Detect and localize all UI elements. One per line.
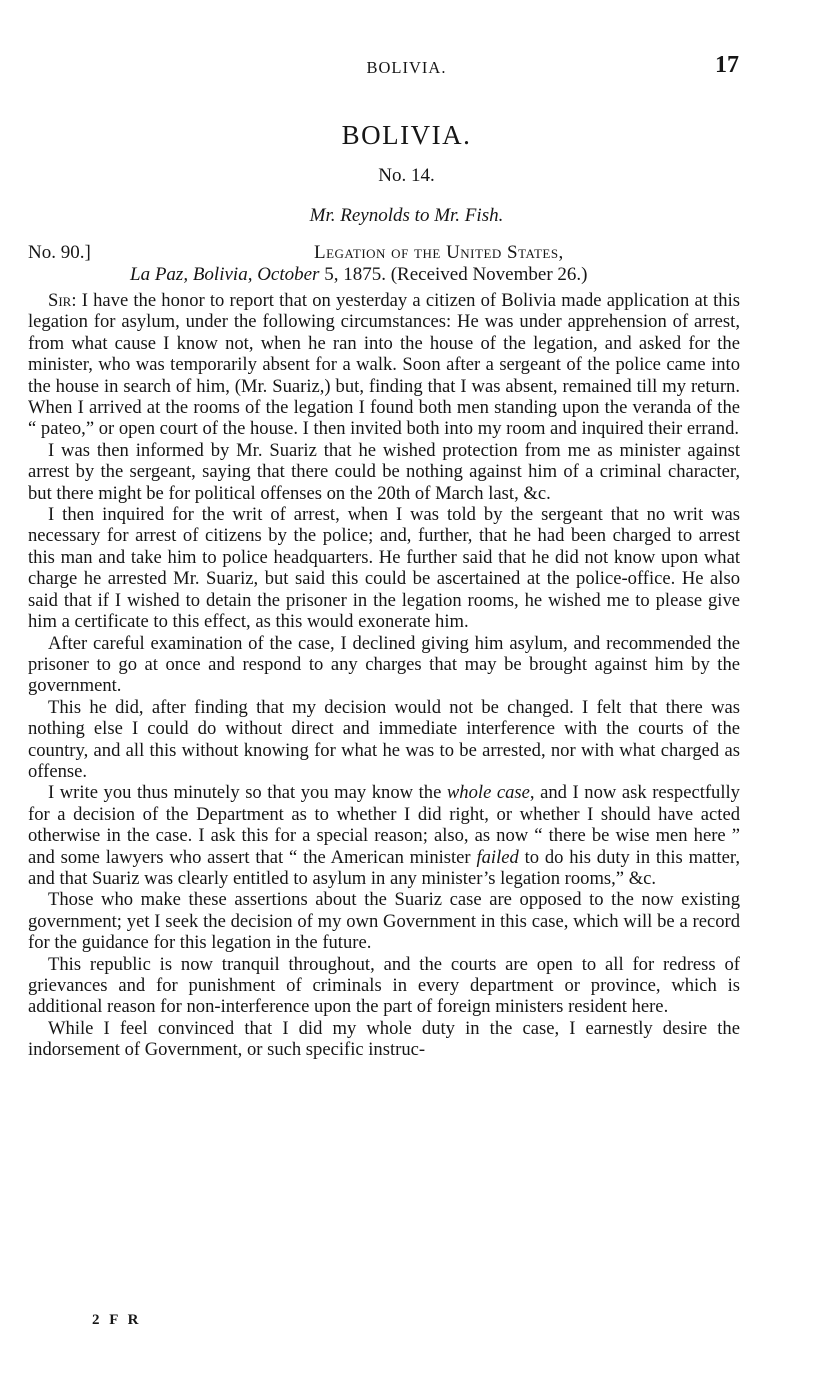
salutation: Sir [48,290,72,311]
dateline [130,264,588,286]
paragraph-6 [28,782,740,889]
legation-name: Legation of the United States, [314,242,564,263]
dateline-date: 5, 1875. [319,264,386,285]
paragraph-4: After careful examination of the case, I declined giving him asylum, and recommended the prisoner to go at once and respond to any charges that may be brought against him by the government. [28,632,740,697]
dateline-received: (Received November 26.) [390,264,588,285]
paragraph-8: This republic is now tranquil throughout, and the courts are open to all for redress of grievances and for punishment of criminals in every department or province, which is additional reason for non-interference upon the part of foreign ministers resident here. [28,953,740,1018]
dispatch-number: No. 90.] [28,242,91,263]
paragraph-7: Those who make these assertions about the Suariz case are opposed to the now existing government; yet I seek the decision of my own Government in this case, which will be a record for the guidance for this legation in the future. [28,889,740,954]
paragraph-6-b: , and I now ask respectfully for a decision of the Department as to whether I did right, or whether I should have acted otherwise in the case. I ask this for a special reason; also, as now “ there be wise men here ” and some lawyers who assert that “ the American minister [28,782,740,868]
paragraph-1-text: : I have the honor to report that on yesterday a citizen of Bolivia made application at this legation for asylum, under the following circumstances: He was under apprehension of arrest, from what cause I know not, when he ran into the house of the legation, and asked for the minister, who was temporarily absent for a walk. Soon after a sergeant of the police came into the house in search of him, (Mr. Suariz,) but, finding that I was absent, remained till my return. When I arrived at the rooms of the legation I found both men standing upon the veranda of the “ pateo,” or open court of the house. I then invited both into my room and inquired their errand. [28,290,740,440]
section-title: BOLIVIA. [341,120,472,150]
page-number: 17 [715,52,739,78]
document-number: No. 14. [378,165,435,186]
running-head: BOLIVIA. [366,58,447,77]
dateline-place: La Paz, Bolivia, October [130,264,320,285]
paragraph-1 [28,290,740,440]
correspondents-line: Mr. Reynolds to Mr. Fish. [309,205,504,226]
letter-body [28,290,740,1061]
paragraph-9: While I feel convinced that I did my whole duty in the case, I earnestly desire the indorsement of Government, or such specific instruc- [28,1017,740,1061]
paragraph-6-a: I write you thus minutely so that you may know the [48,782,447,804]
paragraph-5: This he did, after finding that my decision would not be changed. I felt that there was nothing else I could do without direct and immediate interference with the courts of the country, and all this without knowing for what he was to be arrested, nor with what charged as offense. [28,696,740,782]
emphasis-failed: failed [476,846,519,868]
paragraph-6-c: to do his duty in this matter, and that Suariz was clearly entitled to asylum in any minister’s legation rooms,” &c. [28,846,740,889]
signature-mark: 2 F R [92,1312,142,1328]
legation-heading [314,242,564,264]
paragraph-3: I then inquired for the writ of arrest, when I was told by the sergeant that no writ was necessary for arrest of citizens by the police; and, further, that he had been charged to arrest this man and take him to police headquarters. He further said that he did not know upon what charge he arrested Mr. Suariz, but said this could be ascertained at the police-office. He also said that if I wished to detain the prisoner in the legation rooms, he wished me to please give him a certificate to this effect, as this would exonerate him. [28,504,740,633]
paragraph-2: I was then informed by Mr. Suariz that he wished protection from me as minister against arrest by the sergeant, saying that there could be nothing against him of a criminal character, but there might be for political offenses on the 20th of March last, &c. [28,439,740,504]
emphasis-whole-case: whole case [446,782,530,804]
